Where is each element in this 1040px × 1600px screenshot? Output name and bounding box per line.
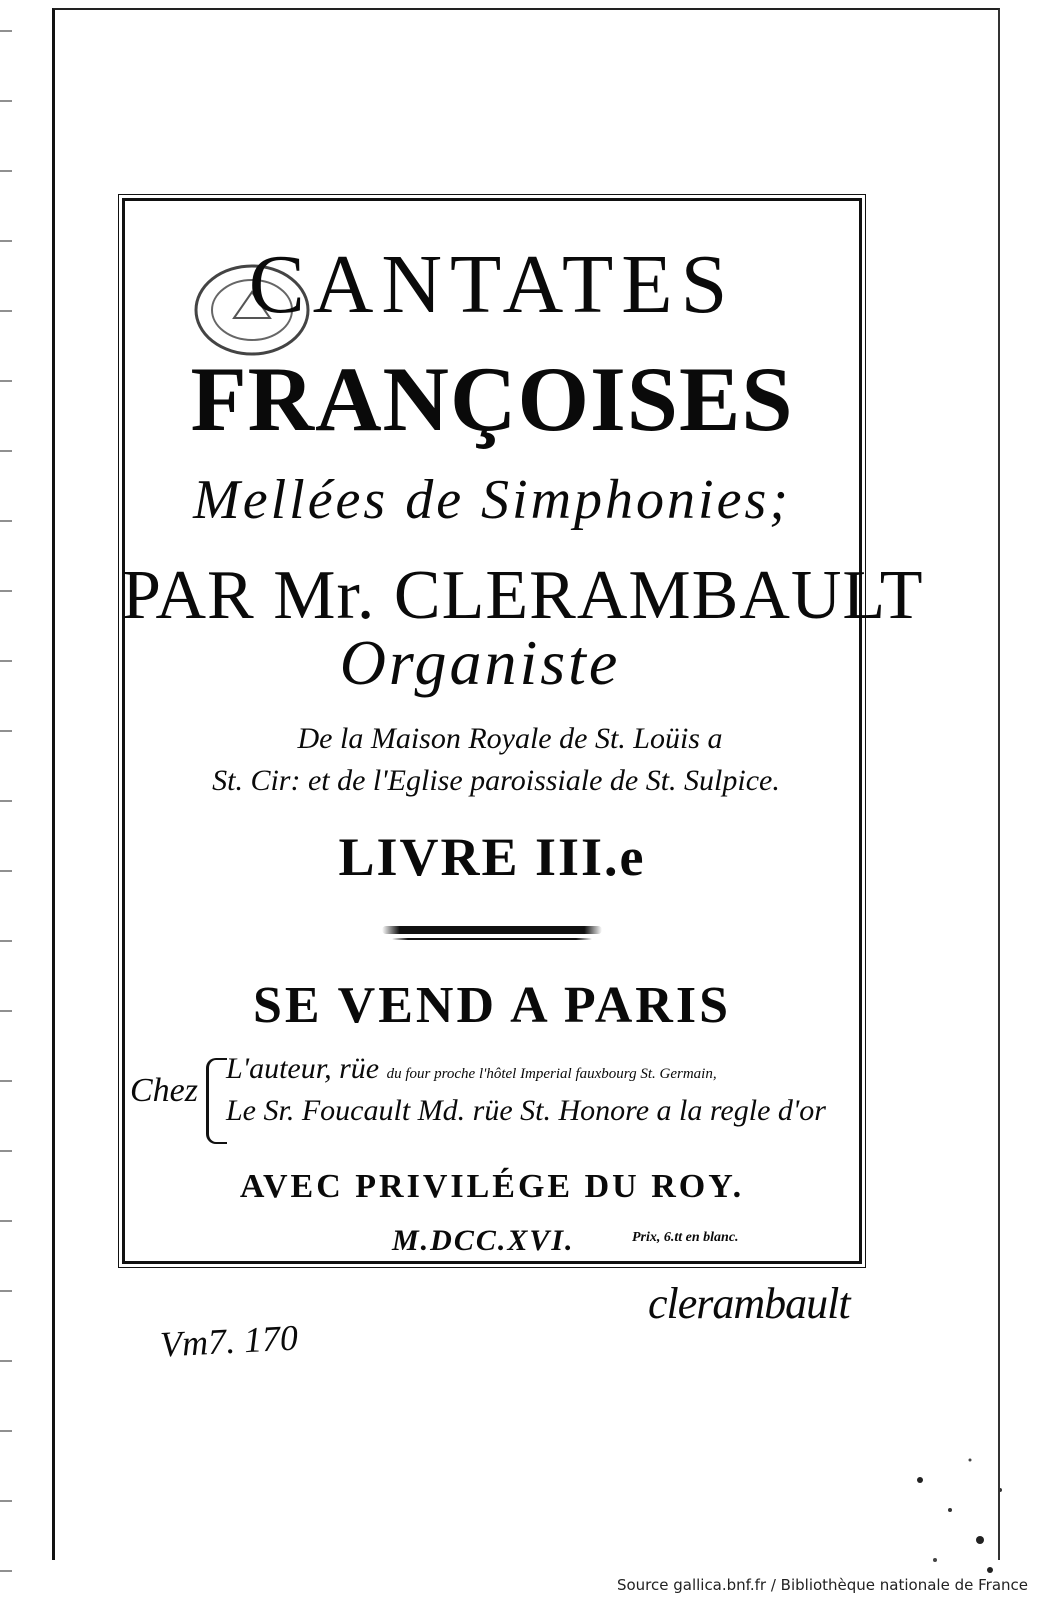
- paper-specks: [880, 1420, 1020, 1590]
- source-credit: Source gallica.bnf.fr / Bibliothèque nationale de France: [616, 1576, 1028, 1594]
- address-line-1: [226, 1052, 717, 1086]
- composer-role: Organiste: [339, 627, 621, 698]
- subtitle-mellees: Mellées de Simphonies;: [193, 469, 791, 531]
- imprint-heading: SE VEND A PARIS: [253, 977, 731, 1034]
- role-detail-line-2: St. Cir: et de l'Eglise paroissiale de St. Sulpice.: [212, 764, 780, 797]
- address-line-2: Le Sr. Foucault Md. rüe St. Honore a la regle d'or: [226, 1094, 826, 1127]
- address-1-rest: du four proche l'hôtel Imperial fauxbourg St. Germain,: [386, 1066, 717, 1082]
- publication-year: M.DCC.XVI.: [392, 1224, 575, 1257]
- handwritten-signature: clerambault: [648, 1279, 850, 1328]
- address-1-name: L'auteur, rüe: [226, 1052, 380, 1085]
- book-number: LIVRE III.e: [338, 827, 646, 887]
- composer-name: PAR Mr. CLERAMBAULT: [122, 557, 924, 634]
- role-detail-line-1: De la Maison Royale de St. Loüis a: [297, 722, 723, 755]
- price-note: Prix, 6.tt en blanc.: [632, 1230, 739, 1245]
- privilege-line: AVEC PRIVILÉGE DU ROY.: [239, 1168, 745, 1205]
- scan-edge: [0, 0, 12, 1600]
- shelfmark: Vm7. 170: [159, 1317, 299, 1365]
- brace-icon: [206, 1058, 227, 1144]
- ornamental-rule: [382, 926, 602, 934]
- ornamental-rule-thin: [392, 938, 592, 940]
- title-cantates: CANTATES: [248, 238, 736, 331]
- chez-label: Chez: [130, 1072, 198, 1109]
- title-francoises: FRANÇOISES: [190, 348, 794, 450]
